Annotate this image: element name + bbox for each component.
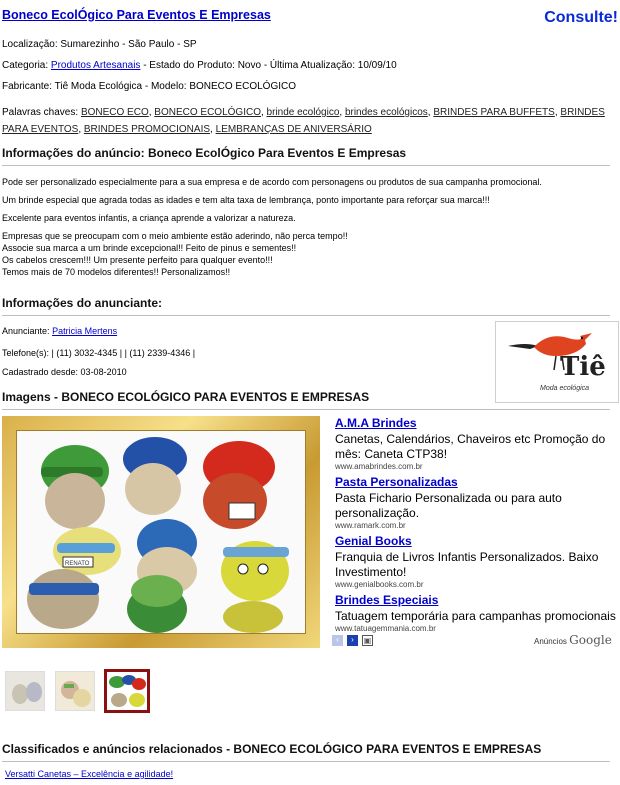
images-heading: Imagens - BONECO ECOLÓGICO PARA EVENTOS E EMPRESAS bbox=[2, 390, 370, 404]
advertiser-name-link[interactable]: Patricia Mertens bbox=[52, 326, 118, 336]
ad-description: Canetas, Calendários, Chaveiros etc Promoção do mês: Caneta CTP38! bbox=[335, 432, 606, 461]
maker-line: Fabricante: Tiê Moda Ecológica - Modelo: BONECO ECOLÓGICO bbox=[2, 81, 296, 92]
divider bbox=[2, 165, 610, 166]
advertiser-label: Anunciante: bbox=[2, 326, 50, 336]
advertiser-name-line bbox=[2, 326, 117, 336]
keyword-link[interactable]: BRINDES PARA EVENTOS bbox=[2, 107, 605, 135]
thumbnail-3-selected[interactable] bbox=[104, 669, 150, 713]
info-paragraph: Excelente para eventos infantis, a criança aprende a valorizar a natureza. bbox=[2, 213, 296, 223]
info-heading: Informações do anúncio: Boneco EcolÓgico Para Eventos E Empresas bbox=[2, 146, 407, 160]
ad-title-link[interactable]: A.M.A Brindes bbox=[335, 416, 417, 430]
ads-prev-button[interactable] bbox=[332, 635, 343, 646]
ad-url[interactable]: www.tatuagemmania.com.br bbox=[335, 624, 436, 633]
related-heading: Classificados e anúncios relacionados - BONECO ECOLÓGICO PARA EVENTOS E EMPRESAS bbox=[2, 742, 542, 756]
keyword-link[interactable]: BRINDES PARA BUFFETS bbox=[433, 107, 555, 118]
advertiser-heading: Informações do anunciante: bbox=[2, 296, 163, 310]
registered-since: Cadastrado desde: 03-08-2010 bbox=[2, 367, 127, 377]
location-label: Localização: bbox=[2, 39, 58, 50]
ad-description: Tatuagem temporária para campanhas promocionais bbox=[335, 609, 616, 623]
listing-title-link[interactable]: Boneco EcolÓgico Para Eventos E Empresas bbox=[2, 8, 271, 22]
product-image bbox=[16, 430, 306, 634]
chevron-left-icon: ‹ bbox=[336, 635, 339, 644]
keyword-link[interactable]: brinde ecológico bbox=[266, 107, 340, 118]
thumbnail-image-icon bbox=[107, 672, 147, 710]
sponsored-ads bbox=[335, 414, 620, 635]
info-paragraph: Um brinde especial que agrada todas as idades e tem alta taxa de lembrança, ponto importante para reforçar sua marca!!! bbox=[2, 195, 490, 205]
ad-url[interactable]: www.genialbooks.com.br bbox=[335, 580, 424, 589]
keyword-link[interactable]: brindes ecológicos bbox=[344, 107, 428, 118]
ad-item bbox=[335, 473, 620, 530]
keyword-link[interactable]: BONECO ECOLÓGICO bbox=[154, 107, 261, 118]
window-icon: ▣ bbox=[363, 636, 372, 645]
phones-line: Telefone(s): | (11) 3032-4345 | | (11) 2339-4346 | bbox=[2, 348, 196, 358]
thumbnail-image-icon bbox=[6, 672, 45, 711]
category-link[interactable]: Produtos Artesanais bbox=[50, 60, 141, 71]
google-brand: Google bbox=[569, 633, 612, 647]
ads-label: Anúncios bbox=[534, 637, 567, 646]
thumbnail-2[interactable] bbox=[55, 671, 95, 711]
ad-item bbox=[335, 414, 620, 471]
location-line bbox=[2, 39, 197, 50]
keyword-link[interactable]: BRINDES PROMOCIONAIS bbox=[83, 124, 211, 135]
info-line: Associe sua marca a um brinde excepcional!! Feito de pinus e sementes!! bbox=[2, 243, 297, 253]
keyword-link[interactable]: BONECO ECO bbox=[80, 107, 149, 118]
ads-by-google[interactable] bbox=[534, 633, 612, 647]
ads-next-button[interactable] bbox=[347, 635, 358, 646]
category-line bbox=[2, 60, 397, 71]
ad-url[interactable]: www.ramark.com.br bbox=[335, 521, 406, 530]
category-rest: - Estado do Produto: Novo - Última Atualização: 10/09/10 bbox=[143, 60, 397, 71]
info-paragraph: Pode ser personalizado especialmente para a sua empresa e de acordo com personagens ou produtos de sua campanha promocional. bbox=[2, 177, 542, 187]
location-value: Sumarezinho - São Paulo - SP bbox=[60, 39, 197, 50]
consult-button[interactable]: Consulte! bbox=[544, 9, 618, 26]
advertiser-logo bbox=[495, 321, 619, 403]
ad-description: Pasta Fichario Personalizada ou para auto personalização. bbox=[335, 491, 562, 520]
product-image-frame[interactable] bbox=[2, 416, 320, 648]
category-label: Categoria: bbox=[2, 60, 49, 71]
ads-info-button[interactable] bbox=[362, 635, 373, 646]
keywords-label: Palavras chaves: bbox=[2, 107, 79, 118]
ad-item bbox=[335, 532, 620, 589]
keywords-line: Palavras chaves: BONECO ECO, BONECO ECOLÓGICO, brinde ecológico, brindes ecológicos, BRINDES PARA BUFFETS, BRINDES PARA EVENTOS, BRINDES PROMOCIONAIS, LEMBRANÇAS DE ANIVERSÁRIO bbox=[2, 107, 605, 135]
ad-description: Franquia de Livros Infantis Personalizados. Baixo Investimento! bbox=[335, 550, 599, 579]
divider bbox=[2, 761, 610, 762]
info-line: Os cabelos crescem!!! Um presente perfeito para qualquer evento!!! bbox=[2, 255, 273, 265]
ad-url[interactable]: www.amabrindes.com.br bbox=[335, 462, 423, 471]
thumbnail-1[interactable] bbox=[5, 671, 45, 711]
ad-item bbox=[335, 591, 620, 633]
thumbnail-image-icon bbox=[56, 672, 95, 711]
divider bbox=[2, 315, 610, 316]
cap-label-text: RENATO bbox=[65, 561, 90, 567]
logo-text: Tiê bbox=[560, 352, 606, 382]
ad-title-link[interactable]: Genial Books bbox=[335, 534, 412, 548]
chevron-right-icon: › bbox=[351, 635, 354, 644]
keyword-link[interactable]: LEMBRANÇAS DE ANIVERSÁRIO bbox=[215, 124, 372, 135]
related-link[interactable]: Versatti Canetas – Excelência e agilidade! bbox=[5, 769, 174, 779]
info-line: Empresas que se preocupam com o meio ambiente estão aderindo, não perca tempo!! bbox=[2, 231, 348, 241]
eco-dolls-photo-icon bbox=[17, 431, 306, 634]
ad-title-link[interactable]: Pasta Personalizadas bbox=[335, 475, 458, 489]
ad-title-link[interactable]: Brindes Especiais bbox=[335, 593, 439, 607]
logo-subtitle: Moda ecológica bbox=[540, 385, 590, 392]
info-line: Temos mais de 70 modelos diferentes!! Personalizamos!! bbox=[2, 267, 231, 277]
info-paragraph bbox=[2, 230, 602, 278]
divider bbox=[2, 409, 610, 410]
